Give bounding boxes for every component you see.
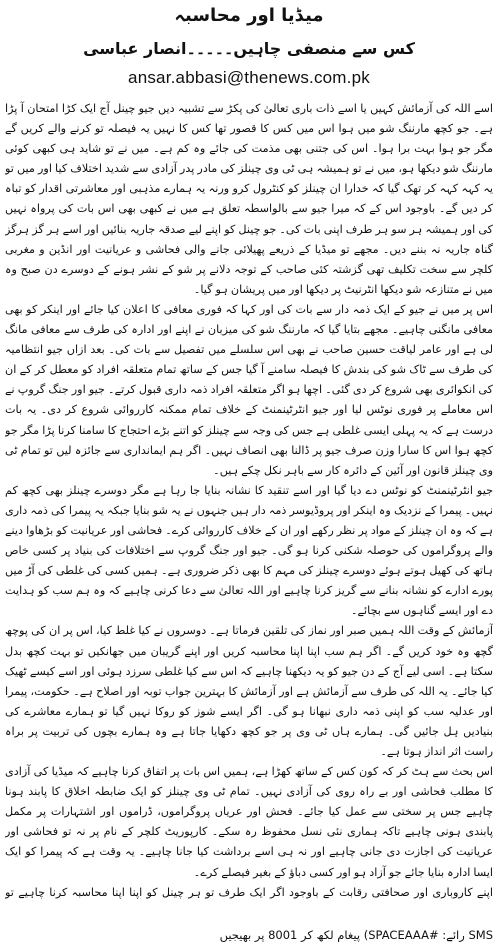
article-paragraph: اس بحث سے ہٹ کر کہ کون کس کے ساتھ کھڑا ہے، ہمیں اس بات پر اتفاق کرنا چاہیے کہ میڈیا کی آزادی کا مطلب فحاشی اور بے راہ روی کی آزادی نہیں۔ تمام ٹی وی چینلز کو ایک ضابطہ اخلاق کا پابند ہونا چاہیے جس پر سختی سے عمل کیا جائے۔ فحش اور عریاں پروگراموں، ڈراموں اور اشتہارات پر مکمل پابندی ہونی چاہیے تاکہ ہماری نئی نسل محفوظ رہ سکے۔ کارپوریٹ کلچر کے نام پر نہ تو فحاشی اور عریانیت کی اجازت دی جانی چاہیے اور نہ ہی اسے برداشت کیا جانا چاہیے۔ یہ وقت ہے کہ پیمرا کو ایک ایسا ادارہ بنایا جائے جو آزاد ہو اور کسی دباؤ کے بغیر فیصلے کرے۔ xyxy=(5,765,493,879)
article-headline: میڈیا اور محاسبہ xyxy=(174,5,324,26)
article-paragraph: جیو انٹرٹینمنٹ کو نوٹس دے دیا گیا اور اسے تنقید کا نشانہ بنایا جا رہا ہے مگر دوسرے چینلز بھی کچھ کم نہیں۔ پیمرا کے نزدیک وہ اینکر اور پروڈیوسر ذمہ دار ہیں جنہوں نے یہ شو بنایا جبکہ یہ پیمرا کی ذمہ داری ہے کہ وہ ان چینلز کے مواد پر نظر رکھے اور ان کے خلاف کارروائی کرے۔ فحاشی اور عریانیت کو بڑھاوا دینے والے پروگراموں کی حوصلہ شکنی کرنا ہو گی۔ جیو اور جنگ گروپ سے اختلافات کی بنیاد پر کسی خاص ہاتھ کی کھیل ہوتے ہوئے دوسرے چینلز کی مہم کا بھی ذکر ضروری ہے۔ ہمیں کسی کی غلطی کی آڑ میں پورے ادارے کو نشانہ بنانے سے گریز کرنا چاہیے اور اللہ تعالیٰ سے دعا کرنی چاہیے کہ وہ ہم سب کو ہدایت دے اور ایسے گناہوں سے بچائے۔ xyxy=(5,483,493,618)
article-body xyxy=(5,99,493,907)
sms-feedback-line: SMS رائے: #SPACEAAA) پیغام لکھ کر 8001 پر بھیجیں xyxy=(219,928,493,942)
article-paragraph: اپنے کاروباری اور صحافتی رقابت کے باوجود اگر ایک طرف تو ہر چینل کو اپنا اپنا محاسبہ کرنا چاہیے تو xyxy=(5,885,493,899)
article-paragraph: آزمائش کے وقت اللہ ہمیں صبر اور نماز کی تلقین فرماتا ہے۔ دوسروں نے کیا غلط کیا، اس پر ان کی پوچھ گچھ وہ خود کریں گے۔ اگر ہم سب اپنا اپنا محاسبہ کریں اور اپنے گریبان میں جھانکیں تو بہت کچھ بدل سکتا ہے۔ اسی لیے آج کے دن جیو کو یہ دیکھنا چاہیے کہ اس سے کیا غلطی سرزد ہوئی اور اسے کیسے ٹھیک کیا جائے۔ یہ اللہ کی طرف سے آزمائش ہے اور آزمائش کا بہترین جواب توبہ اور اصلاح ہے۔ حکومت، پیمرا اور عدلیہ سب کو اپنی ذمہ داری نبھانا ہو گی۔ اگر ایسے شوز کو روکا نہیں گیا تو ہمارے معاشرے کی بنیادیں ہل جائیں گی۔ ہمارے ہاں ٹی وی پر جو کچھ دکھایا جاتا ہے وہ ہمارے بچوں کی تربیت پر براہ راست اثر انداز ہوتا ہے۔ xyxy=(5,624,493,758)
article-byline: کس سے منصفی چاہیں۔۔۔۔۔انصار عباسی xyxy=(83,39,415,58)
article-column xyxy=(5,0,493,951)
article-paragraph: اس پر میں نے جیو کے ایک ذمہ دار سے بات کی اور کہا کہ فوری معافی کا اعلان کیا جائے اور اینکر کو بھی معافی مانگنی چاہیے۔ مجھے بتایا گیا کہ مارننگ شو کی میزبان نے اپنے اور ادارہ کی طرف سے معافی مانگ لی ہے اور عامر لیاقت حسین صاحب نے بھی اس سلسلے میں تفصیل سے بات کی۔ بعد ازاں جیو انتظامیہ کی طرف سے ٹاک شو کی بندش کا فیصلہ سامنے آ گیا جس کے ساتھ تمام متعلقہ افراد کو معطل کر کے ان کی انکوائری بھی شروع کر دی گئی۔ اچھا ہو اگر متعلقہ افراد ذمہ داری قبول کرتے۔ جیو اور جنگ گروپ نے اس معاملے پر فوری نوٹس لیا اور جیو انٹرٹینمنٹ کے خلاف تمام ممکنہ کارروائی شروع کر دی۔ یہ بات درست ہے کہ یہ پہلی ایسی غلطی ہے جس کی وجہ سے چینلز کو اتنے بڑے احتجاج کا سامنا کرنا پڑا مگر جو کچھ ہوا اس کا سارا وزن صرف جیو پر ڈالنا بھی انصاف نہیں۔ اگر ہم ایمانداری سے جائزہ لیں تو تمام ٹی وی چینلز قانون اور آئین کے دائرہ کار سے باہر نکل چکے ہیں۔ xyxy=(5,302,493,477)
article-paragraph: اسے اللہ کی آزمائش کہیں یا اسے ذات باری تعالیٰ کی پکڑ سے تشبیہ دیں جیو چینل آج ایک کڑا امتحان آ پڑا ہے۔ جو کچھ مارننگ شو میں ہوا اس میں کس کا قصور تھا کس کا نہیں یہ فیصلہ تو کرنے والے کریں گے مگر جو ہوا بہت برا ہوا۔ اس کی جتنی بھی مذمت کی جائے وہ کم ہے۔ میں نے تو شاید ہی کبھی کوئی مارننگ شو دیکھا ہو، میں نے تو ہمیشہ ہی ٹی وی چینلز کی مادر پدر آزادی سے شدید اختلاف کیا اور میں تو یہ کہہ کہہ کر تھک گیا کہ خدارا ان چینلز کو کنٹرول کرو ورنہ یہ ہمارے مذہبی اور معاشرتی اقدار کو تباہ کر دیں گے۔ باوجود اس کے کہ میرا جیو سے بالواسطہ تعلق ہے میں نے کبھی بھی اس بات کی پرواہ نہیں کی اور ہمیشہ ہر سو ہر طرف اپنی بات کی۔ جو چینل کو اپنے لیے صدقہ جاریہ بنائیں اور اسے ہر گز ہرگز گناہ جاریہ نہ بننے دیں۔ مجھے تو میڈیا کے ذریعے پھیلائی جانے والی فحاشی و عریانیت اور انڈین و مغربی کلچر سے سخت تکلیف تھی گزشتہ کئی صاحب کے توجہ دلانے پر شو کے نشر ہونے کے دوسرے دن صبح وہ میں نے متنازعہ شو دیکھا انٹرنیٹ پر دیکھا اور میں پریشان ہو گیا۔ xyxy=(5,102,493,296)
author-email: ansar.abbasi@thenews.com.pk xyxy=(128,68,370,87)
